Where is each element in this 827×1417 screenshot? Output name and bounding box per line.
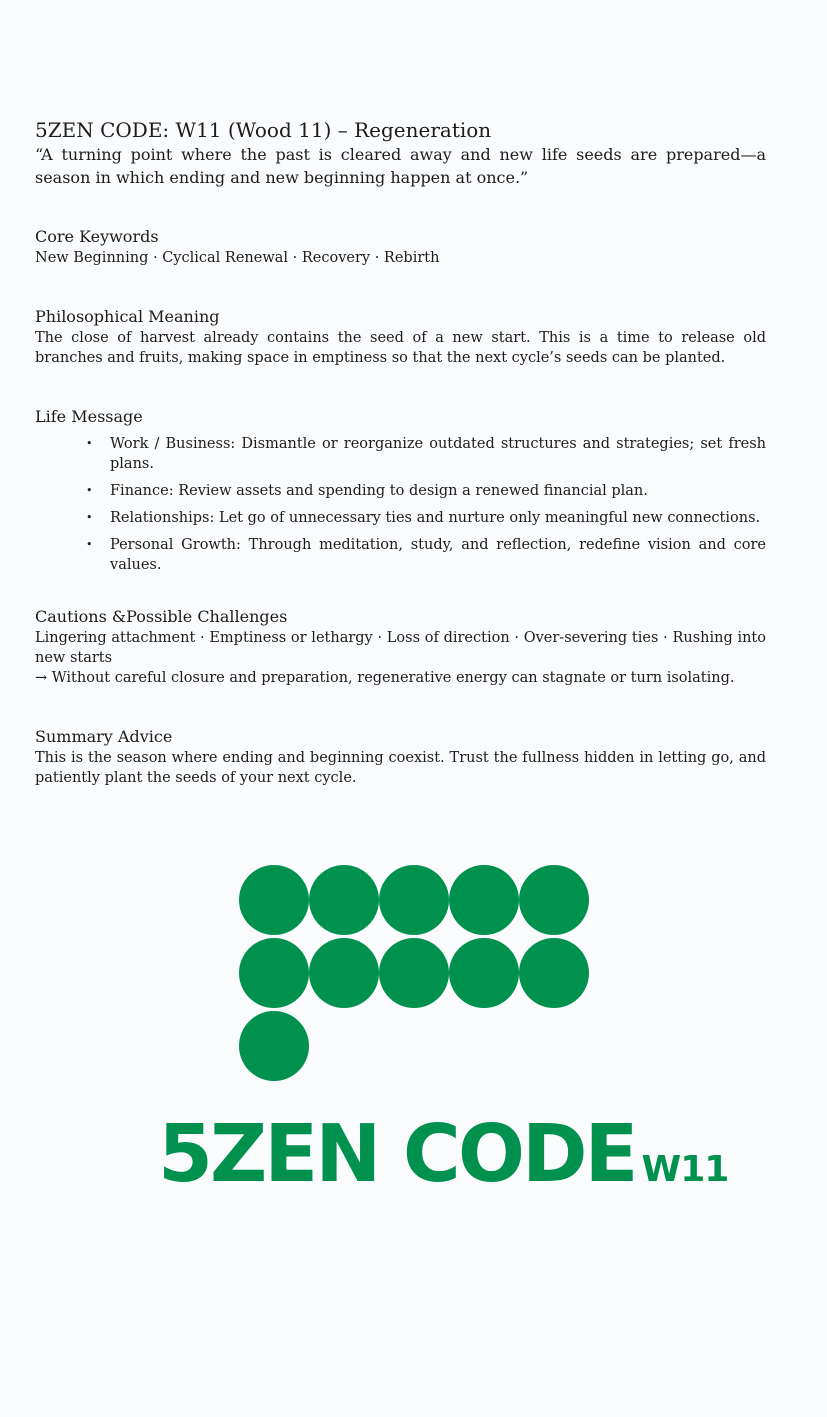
logo-wordmark xyxy=(158,1108,728,1200)
logo-dot xyxy=(309,938,379,1008)
logo-dot xyxy=(379,938,449,1008)
summary-text: This is the season where ending and beginning coexist. Trust the fullness hidden in letting go, and patiently plant the seeds of your next cycle. xyxy=(35,750,766,786)
document-title: 5ZEN CODE: W11 (Wood 11) – Regeneration xyxy=(35,118,492,142)
life-message-item-relationships: • Relationships: Let go of unnecessary ties and nurture only meaningful new connections. xyxy=(110,508,766,528)
logo-dot xyxy=(449,938,519,1008)
life-message-item-growth: • Personal Growth: Through meditation, study, and reflection, redefine vision and core values. xyxy=(110,535,766,575)
logo-main-text: 5ZEN CODE xyxy=(158,1108,636,1200)
logo-dot xyxy=(379,865,449,935)
cautions-heading: Cautions &Possible Challenges xyxy=(35,607,288,626)
logo-dot xyxy=(309,865,379,935)
philosophical-meaning-heading: Philosophical Meaning xyxy=(35,307,220,326)
philosophical-meaning-text: The close of harvest already contains the seed of a new start. This is a time to release old branches and fruits, making space in emptiness so that the next cycle’s seeds can be planted. xyxy=(35,330,766,366)
logo-dot xyxy=(519,865,589,935)
life-message-heading: Life Message xyxy=(35,407,143,426)
life-message-item-finance: • Finance: Review assets and spending to design a renewed financial plan. xyxy=(110,481,766,501)
logo-code-text: W11 xyxy=(641,1149,729,1190)
core-keywords-heading: Core Keywords xyxy=(35,227,159,246)
life-message-item-work: • Work / Business: Dismantle or reorganize outdated structures and strategies; set fresh plans. xyxy=(110,434,766,474)
logo-dot xyxy=(239,865,309,935)
logo-dot xyxy=(449,865,519,935)
summary-heading: Summary Advice xyxy=(35,727,173,746)
cautions-note: → Without careful closure and preparation, regenerative energy can stagnate or turn isolating. xyxy=(35,670,735,686)
cautions-text: Lingering attachment · Emptiness or lethargy · Loss of direction · Over-severing ties · Rushing into new starts xyxy=(35,630,766,666)
core-keywords-text: New Beginning · Cyclical Renewal · Recovery · Rebirth xyxy=(35,250,440,266)
logo-dot xyxy=(239,1011,309,1081)
logo-dot xyxy=(519,938,589,1008)
intro-quote: “A turning point where the past is cleared away and new life seeds are prepared—a season in which ending and new beginning happen at once.” xyxy=(35,145,766,187)
logo-dot xyxy=(239,938,309,1008)
